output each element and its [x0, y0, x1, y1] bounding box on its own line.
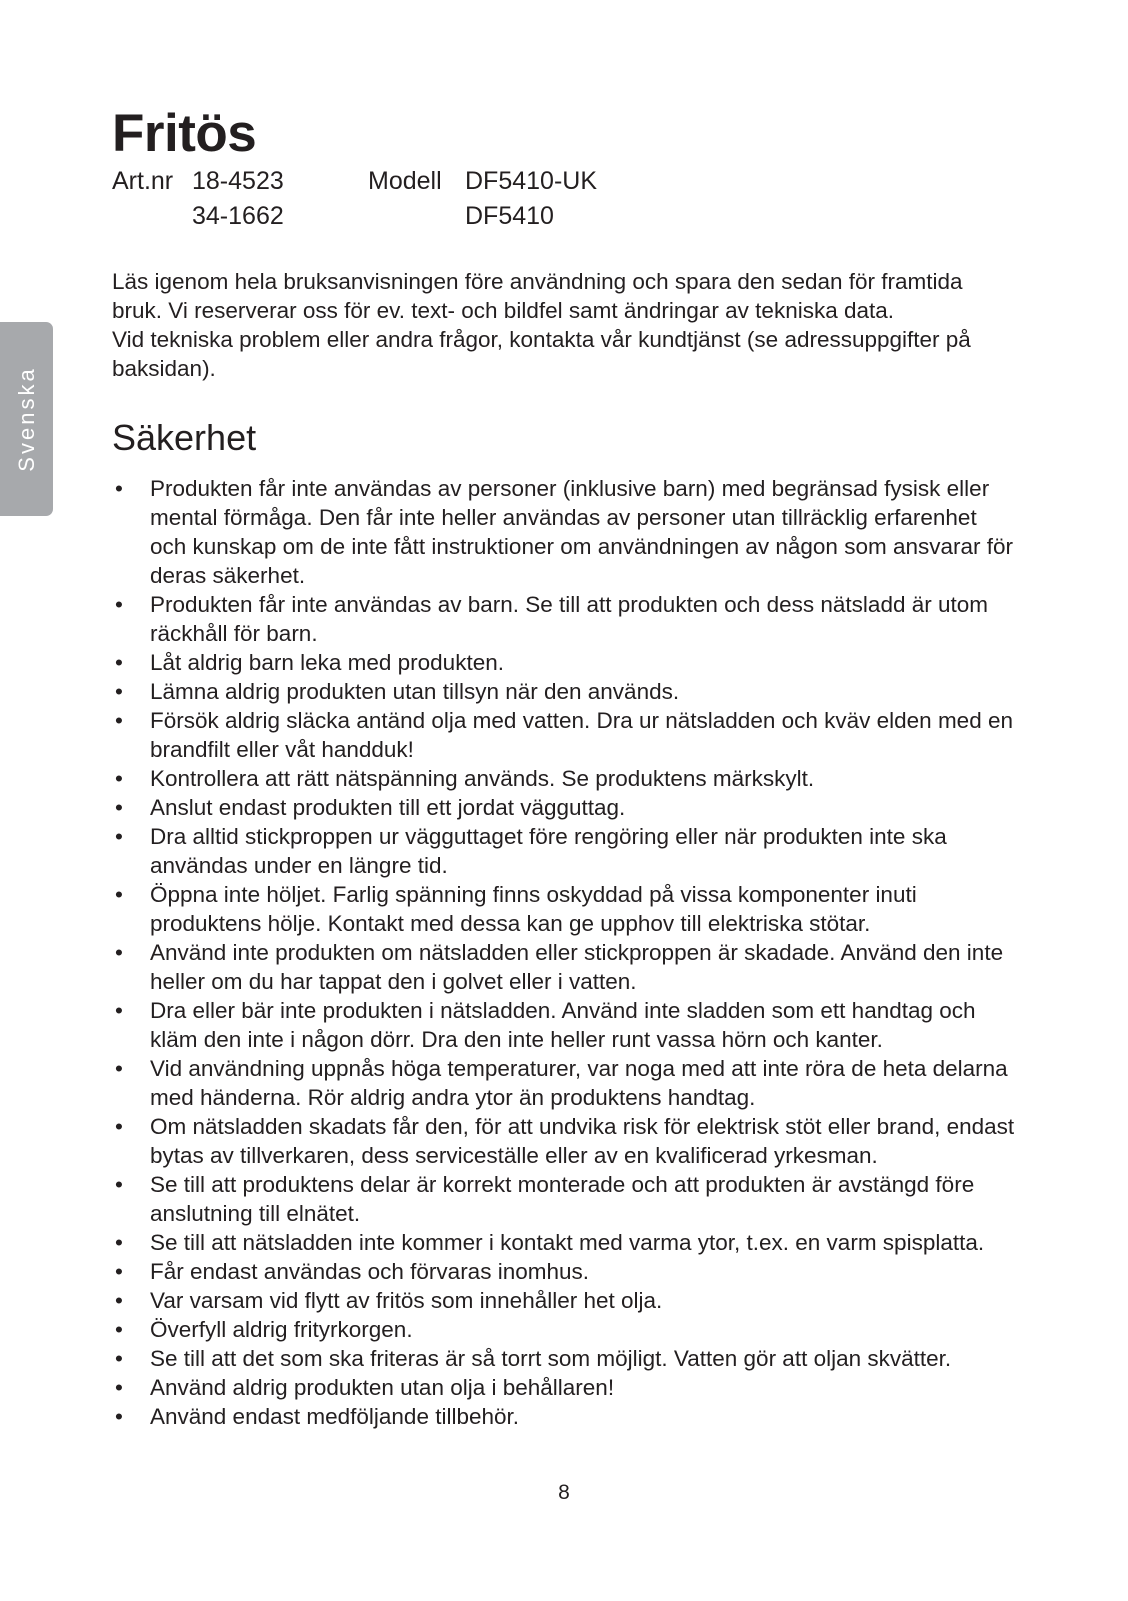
bullet-icon: • [115, 1259, 123, 1284]
bullet-icon: • [115, 1375, 123, 1400]
bullet-icon: • [115, 795, 123, 820]
safety-list-item [112, 1228, 1017, 1257]
bullet-icon: • [115, 708, 123, 733]
safety-list [112, 474, 1017, 1431]
safety-item-text: Får endast användas och förvaras inomhus. [150, 1259, 589, 1284]
page-title: Fritös [112, 104, 257, 163]
art-nr-label: Art.nr [112, 167, 174, 195]
safety-list-item [112, 764, 1017, 793]
safety-list-item [112, 1054, 1017, 1112]
bullet-icon: • [115, 1230, 123, 1255]
safety-item-text: Vid användning uppnås höga temperaturer, var noga med att inte röra de heta delarna med händerna. Rör aldrig andra ytor än produktens handtag. [150, 1056, 1008, 1110]
safety-item-text: Anslut endast produkten till ett jordat vägguttag. [150, 795, 626, 820]
safety-list-item [112, 793, 1017, 822]
safety-item-text: Lämna aldrig produkten utan tillsyn när den används. [150, 679, 680, 704]
safety-list-item [112, 1315, 1017, 1344]
bullet-icon: • [115, 592, 123, 617]
safety-item-text: Använd inte produkten om nätsladden eller stickproppen är skadade. Använd den inte heller om du har tappat den i golvet eller i vatten. [150, 940, 1004, 994]
safety-item-text: Se till att produktens delar är korrekt monterade och att produkten är avstängd före anslutning till elnätet. [150, 1172, 975, 1226]
safety-item-text: Använd endast medföljande tillbehör. [150, 1404, 520, 1429]
safety-list-item [112, 822, 1017, 880]
safety-list-item [112, 1402, 1017, 1431]
safety-list-item [112, 938, 1017, 996]
safety-item-text: Produkten får inte användas av personer (inklusive barn) med begränsad fysisk eller mental förmåga. Den får inte heller användas av personer utan tillräcklig erfarenhet och kunskap om de inte fått instruktioner om användningen av någon som ansvarar för deras säkerhet. [150, 476, 1013, 588]
bullet-icon: • [115, 1288, 123, 1313]
safety-list-item [112, 590, 1017, 648]
bullet-icon: • [115, 1346, 123, 1371]
safety-item-text: Dra alltid stickproppen ur vägguttaget före rengöring eller när produkten inte ska användas under en längre tid. [150, 824, 947, 878]
safety-heading: Säkerhet [112, 417, 257, 458]
bullet-icon: • [115, 824, 123, 849]
bullet-icon: • [115, 1404, 123, 1429]
safety-list-item [112, 996, 1017, 1054]
bullet-icon: • [115, 998, 123, 1023]
model-value: DF5410 [465, 202, 554, 230]
safety-list-item [112, 880, 1017, 938]
safety-list-item [112, 474, 1017, 590]
safety-item-text: Låt aldrig barn leka med produkten. [150, 650, 504, 675]
bullet-icon: • [115, 940, 123, 965]
safety-item-text: Se till att nätsladden inte kommer i kontakt med varma ytor, t.ex. en varm spisplatta. [150, 1230, 985, 1255]
safety-item-text: Kontrollera att rätt nätspänning används. Se produktens märkskylt. [150, 766, 815, 791]
model-label: Modell [368, 167, 442, 195]
bullet-icon: • [115, 650, 123, 675]
bullet-icon: • [115, 882, 123, 907]
safety-list-item [112, 706, 1017, 764]
safety-item-text: Öppna inte höljet. Farlig spänning finns oskyddad på vissa komponenter inuti produktens hölje. Kontakt med dessa kan ge upphov till elektriska stötar. [150, 882, 917, 936]
intro-paragraph: Vid tekniska problem eller andra frågor, kontakta vår kundtjänst (se adressuppgifter på baksidan). [112, 327, 971, 381]
safety-item-text: Var varsam vid flytt av fritös som innehåller het olja. [150, 1288, 663, 1313]
art-nr-value: 34-1662 [192, 202, 284, 230]
safety-list-item [112, 677, 1017, 706]
safety-list-item [112, 648, 1017, 677]
bullet-icon: • [115, 476, 123, 501]
safety-list-item [112, 1257, 1017, 1286]
safety-item-text: Försök aldrig släcka antänd olja med vatten. Dra ur nätsladden och kväv elden med en brandfilt eller våt handduk! [150, 708, 1013, 762]
art-nr-value: 18-4523 [192, 167, 284, 195]
bullet-icon: • [115, 1317, 123, 1342]
safety-item-text: Använd aldrig produkten utan olja i behållaren! [150, 1375, 615, 1400]
safety-list-item [112, 1373, 1017, 1402]
safety-item-text: Om nätsladden skadats får den, för att undvika risk för elektrisk stöt eller brand, endast bytas av tillverkaren, dess serviceställe eller av en kvalificerad yrkesman. [150, 1114, 1015, 1168]
bullet-icon: • [115, 1172, 123, 1197]
bullet-icon: • [115, 1056, 123, 1081]
language-tab-label: Svenska [13, 366, 39, 472]
bullet-icon: • [115, 679, 123, 704]
bullet-icon: • [115, 1114, 123, 1139]
safety-list-item [112, 1286, 1017, 1315]
safety-list-item [112, 1344, 1017, 1373]
bullet-icon: • [115, 766, 123, 791]
language-tab [0, 322, 53, 516]
safety-item-text: Dra eller bär inte produkten i nätsladden. Använd inte sladden som ett handtag och kläm den inte i någon dörr. Dra den inte heller runt vassa hörn och kanter. [150, 998, 976, 1052]
safety-item-text: Produkten får inte användas av barn. Se till att produkten och dess nätsladd är utom räckhåll för barn. [150, 592, 989, 646]
safety-list-item [112, 1112, 1017, 1170]
page-number: 8 [558, 1481, 570, 1504]
safety-item-text: Se till att det som ska friteras är så torrt som möjligt. Vatten gör att oljan skvätter. [150, 1346, 952, 1371]
safety-item-text: Överfyll aldrig frityrkorgen. [150, 1317, 413, 1342]
intro-text [112, 267, 1012, 383]
intro-paragraph: Läs igenom hela bruksanvisningen före användning och spara den sedan för framtida bruk. Vi reserverar oss för ev. text- och bildfel samt ändringar av tekniska data. [112, 269, 963, 323]
model-value: DF5410-UK [465, 167, 597, 195]
safety-list-item [112, 1170, 1017, 1228]
